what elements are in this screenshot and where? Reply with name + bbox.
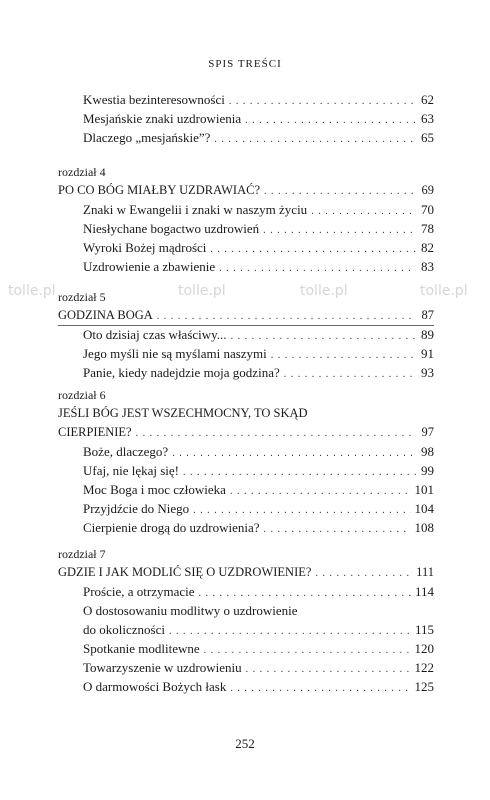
- leader-dots: [264, 520, 411, 539]
- watermark-text: tolle.pl: [8, 283, 56, 299]
- toc-entry: [83, 200, 434, 219]
- toc-entry-page: 83: [421, 259, 434, 274]
- leader-dots: [169, 622, 411, 641]
- toc-chapter-7: [58, 546, 434, 696]
- toc-entry-title: Panie, kiedy nadejdzie moja godzina?: [83, 365, 280, 380]
- toc-entry-title: Mesjańskie znaki uzdrowienia: [83, 111, 242, 126]
- toc-entry-title: Wyroki Bożej mądrości: [83, 240, 207, 255]
- toc-entry-page: 89: [421, 327, 434, 342]
- leader-dots: [264, 182, 416, 201]
- toc-entry-title: Moc Boga i moc człowieka: [83, 482, 226, 497]
- chapter-page: 69: [421, 183, 434, 197]
- toc-entry: [83, 344, 434, 363]
- chapter-page: 97: [421, 425, 434, 439]
- toc-entry-title: Ufaj, nie lękaj się!: [83, 463, 180, 478]
- toc-entry: [83, 620, 434, 639]
- toc-chapter-6: [58, 387, 434, 537]
- toc-entry: [83, 639, 434, 658]
- divider-rule: [58, 325, 434, 326]
- page-number: 252: [235, 736, 255, 751]
- leader-dots: [271, 346, 416, 365]
- toc-entry-title: O darmowości Bożych łask: [83, 679, 227, 694]
- toc-entry-title: Spotkanie modlitewne: [83, 641, 200, 656]
- leader-dots: [245, 111, 416, 130]
- toc-entry-page: 65: [421, 130, 434, 145]
- leader-dots: [263, 221, 416, 240]
- toc-entry: [83, 442, 434, 461]
- toc-entry-title: Niesłychane bogactwo uzdrowień: [83, 221, 260, 236]
- chapter-title-row: [58, 563, 434, 582]
- toc-entry-page: 108: [414, 520, 434, 535]
- leader-dots: [157, 307, 416, 326]
- toc-entry-title: Uzdrowienie a zbawienie: [83, 259, 216, 274]
- chapter-title: PO CO BÓG MIAŁBY UZDRAWIAĆ?: [58, 183, 261, 197]
- chapter-title: CIERPIENIE?: [58, 425, 132, 439]
- toc-entry-title: Kwestia bezinteresowności: [83, 92, 225, 107]
- leader-dots: [229, 92, 416, 111]
- chapter-title-row: [58, 181, 434, 200]
- chapter-label: rozdział 7: [58, 547, 106, 561]
- toc-entry-page: 120: [414, 641, 434, 656]
- chapter-page: 87: [421, 308, 434, 322]
- toc-entry: [83, 363, 434, 382]
- leader-dots: [311, 202, 416, 221]
- toc-entry-page: 125: [414, 679, 434, 694]
- leader-dots: [172, 444, 416, 463]
- leader-dots: [136, 424, 416, 443]
- chapter-title-row: [58, 306, 434, 325]
- leader-dots: [284, 365, 416, 384]
- toc-entry-title: Cierpienie drogą do uzdrowienia?: [83, 520, 260, 535]
- leader-dots: [230, 482, 411, 501]
- toc-entry-page: 63: [421, 111, 434, 126]
- chapter-label: rozdział 6: [58, 388, 106, 402]
- toc-entry: [83, 518, 434, 537]
- chapter-title-line: JEŚLI BÓG JEST WSZECHMOCNY, TO SKĄD: [58, 406, 308, 420]
- chapter-title-row: [58, 423, 434, 442]
- toc-chapter-5: [58, 289, 434, 382]
- toc-entry-title: Przyjdźcie do Niego: [83, 501, 190, 516]
- toc-entry: [83, 257, 434, 276]
- toc-entry-page: 99: [421, 463, 434, 478]
- toc-entry-page: 93: [421, 365, 434, 380]
- leader-dots: [214, 130, 416, 149]
- toc-entry: [83, 238, 434, 257]
- toc-entry-title: do okoliczności: [83, 622, 165, 637]
- toc-entry-page: 91: [421, 346, 434, 361]
- toc-chapter-4: [58, 164, 434, 276]
- toc-entry-page: 115: [414, 622, 434, 637]
- chapter-title: GODZINA BOGA: [58, 308, 153, 322]
- toc-entry-title: Boże, dlaczego?: [83, 444, 169, 459]
- toc-entry: [83, 219, 434, 238]
- chapter-label: rozdział 4: [58, 165, 106, 179]
- toc-entry: [83, 90, 434, 109]
- toc-entry-title: Proście, a otrzymacie: [83, 584, 195, 599]
- toc-entry-page: 62: [421, 92, 434, 107]
- toc-entry: [83, 325, 434, 344]
- running-header: SPIS TREŚCI: [208, 58, 282, 70]
- toc-entry-page: 70: [421, 202, 434, 217]
- toc-entry: [83, 128, 434, 147]
- toc-entry-page: 122: [414, 660, 434, 675]
- toc-entry-page: 104: [414, 501, 434, 516]
- chapter-title: GDZIE I JAK MODLIĆ SIĘ O UZDROWIENIE?: [58, 565, 312, 579]
- toc-entry-page: 98: [421, 444, 434, 459]
- watermark-text: tolle.pl: [300, 283, 348, 299]
- watermark-text: tolle.pl: [178, 283, 226, 299]
- toc-entry: [83, 461, 434, 480]
- toc-entry-page: 78: [421, 221, 434, 236]
- chapter-page: 111: [416, 565, 434, 579]
- toc-entry-page: 114: [414, 584, 434, 599]
- toc-entry: [83, 677, 434, 696]
- toc-entry-line: O dostosowaniu modlitwy o uzdrowienie: [83, 603, 298, 618]
- toc-entry-title: Oto dzisiaj czas właściwy...: [83, 327, 227, 342]
- toc-entry-page: 101: [414, 482, 434, 497]
- toc-entry: [83, 582, 434, 601]
- toc-entry-title: Towarzyszenie w uzdrowieniu: [83, 660, 242, 675]
- leader-dots: [219, 259, 416, 278]
- toc-entry-title: Jego myśli nie są myślami naszymi: [83, 346, 267, 361]
- leader-dots: [246, 660, 411, 679]
- toc-entry: [83, 658, 434, 677]
- leader-dots: [315, 564, 412, 583]
- watermark-text: tolle.pl: [420, 283, 468, 299]
- toc-entry-page: 82: [421, 240, 434, 255]
- leader-dots: [230, 679, 410, 698]
- toc-entry-title: Dlaczego „mesjańskie”?: [83, 130, 211, 145]
- toc-section-continued: [58, 90, 434, 147]
- toc-entry: [83, 480, 434, 499]
- toc-entry-title: Znaki w Ewangelii i znaki w naszym życiu: [83, 202, 308, 217]
- toc-entry: [83, 109, 434, 128]
- chapter-label: rozdział 5: [58, 290, 106, 304]
- leader-dots: [210, 240, 416, 259]
- toc-entry: [83, 499, 434, 518]
